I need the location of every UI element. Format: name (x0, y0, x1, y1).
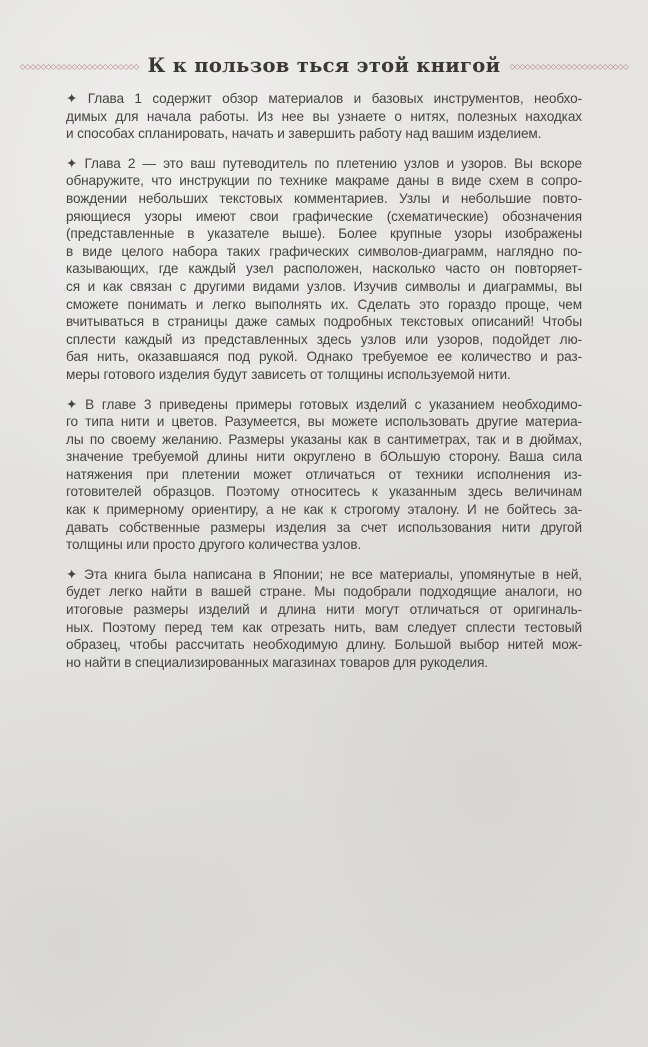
diamond-chain-ornament-left: ◇◇◇◇◇◇◇◇◇◇◇◇◇◇◇◇◇◇◇◇◇◇◇ (19, 62, 139, 71)
paragraph (66, 155, 582, 384)
text-line: вождении небольших текстовых комментариев. Узлы и небольшие повто- (66, 190, 582, 206)
text-line: лы по своему желанию. Размеры указаны как в сантиметрах, так и в дюймах, (66, 431, 582, 447)
text-line: сплести каждый из представленных здесь узлов или узоров, подойдет лю- (66, 331, 582, 347)
text-line: готовителей образцов. Поэтому относитесь к указанным здесь величинам (66, 484, 582, 500)
text-line: казывающих, где каждый узел расположен, насколько часто он повторяет- (66, 261, 582, 277)
chapter-heading (19, 54, 629, 77)
text-line: димых для начала работы. Из нее вы узнаете о нитях, полезных находках (66, 108, 582, 124)
text-line: ся и как связан с другими видами узлов. Изучив символы и диаграммы, вы (66, 278, 582, 294)
text-line: сможете понимать и легко выполнять их. Сделать это гораздо проще, чем (66, 296, 582, 312)
text-line: бая нить, оказавшаяся под рукой. Однако требуемое ее количество и раз- (66, 349, 582, 365)
text-line: натяжения при плетении может отличаться от техники исполнения из- (66, 466, 582, 482)
paragraph (66, 396, 582, 554)
text-line: ряющиеся узоры имеют свои графические (схематические) обозначения (66, 208, 582, 224)
text-line: итоговые размеры изделий и длина нити могут отличаться от оригиналь- (66, 602, 582, 618)
text-line: будет легко найти в вашей стране. Мы подобрали подходящие аналоги, но (66, 584, 582, 600)
text-line: ных. Поэтому перед тем как отрезать нить, вам следует сплести тестовый (66, 619, 582, 635)
text-line: ✦ Глава 2 — это ваш путеводитель по плетению узлов и узоров. Вы вскоре (66, 155, 582, 171)
diamond-chain-ornament-right: ◇◇◇◇◇◇◇◇◇◇◇◇◇◇◇◇◇◇◇◇◇◇◇ (509, 62, 629, 71)
text-line: го типа нити и цветов. Разумеется, вы можете использовать другие материа- (66, 414, 582, 430)
text-line: ✦ Глава 1 содержит обзор материалов и базовых инструментов, необхо- (66, 91, 582, 106)
text-line: (представленные в указателе выше). Более крупные узоры изображены (66, 226, 582, 242)
paragraphs (66, 90, 582, 671)
text-line: в виде целого набора таких графических символов-диаграмм, наглядно по- (66, 243, 582, 259)
paragraph (66, 566, 582, 672)
text-line: ✦ Эта книга была написана в Японии; не все материалы, упомянутые в ней, (66, 566, 582, 582)
text-line: вчитываться в страницы даже самых подробных текстовых описаний! Чтобы (66, 314, 582, 330)
page-title: К к пользов ться этой книгой (147, 54, 501, 77)
text-line: обнаружите, что инструкции по технике макраме даны в виде схем в сопро- (66, 173, 582, 189)
text-line: меры готового изделия будут зависеть от толщины используемой нити. (66, 366, 511, 382)
text-line: и способах спланировать, начать и завершить работу над вашим изделием. (66, 126, 542, 142)
text-line: толщины или просто другого количества узлов. (66, 537, 362, 553)
text-line: значение требуемой длины нити округлено в бОльшую сторону. Ваша сила (66, 449, 582, 465)
text-line: образец, чтобы рассчитать необходимую длину. Большой выбор нитей мож- (66, 637, 582, 653)
text-line: как к примерному ориентиру, а не как к строгому эталону. И не бойтесь за- (66, 502, 582, 518)
text-line: давать собственные размеры изделия за счет использования нити другой (66, 519, 582, 535)
page-content (19, 54, 629, 683)
text-line: но найти в специализированных магазинах товаров для рукоделия. (66, 654, 489, 670)
text-line: ✦ В главе 3 приведены примеры готовых изделий с указанием необходимо- (66, 396, 582, 412)
paragraph (66, 90, 582, 143)
